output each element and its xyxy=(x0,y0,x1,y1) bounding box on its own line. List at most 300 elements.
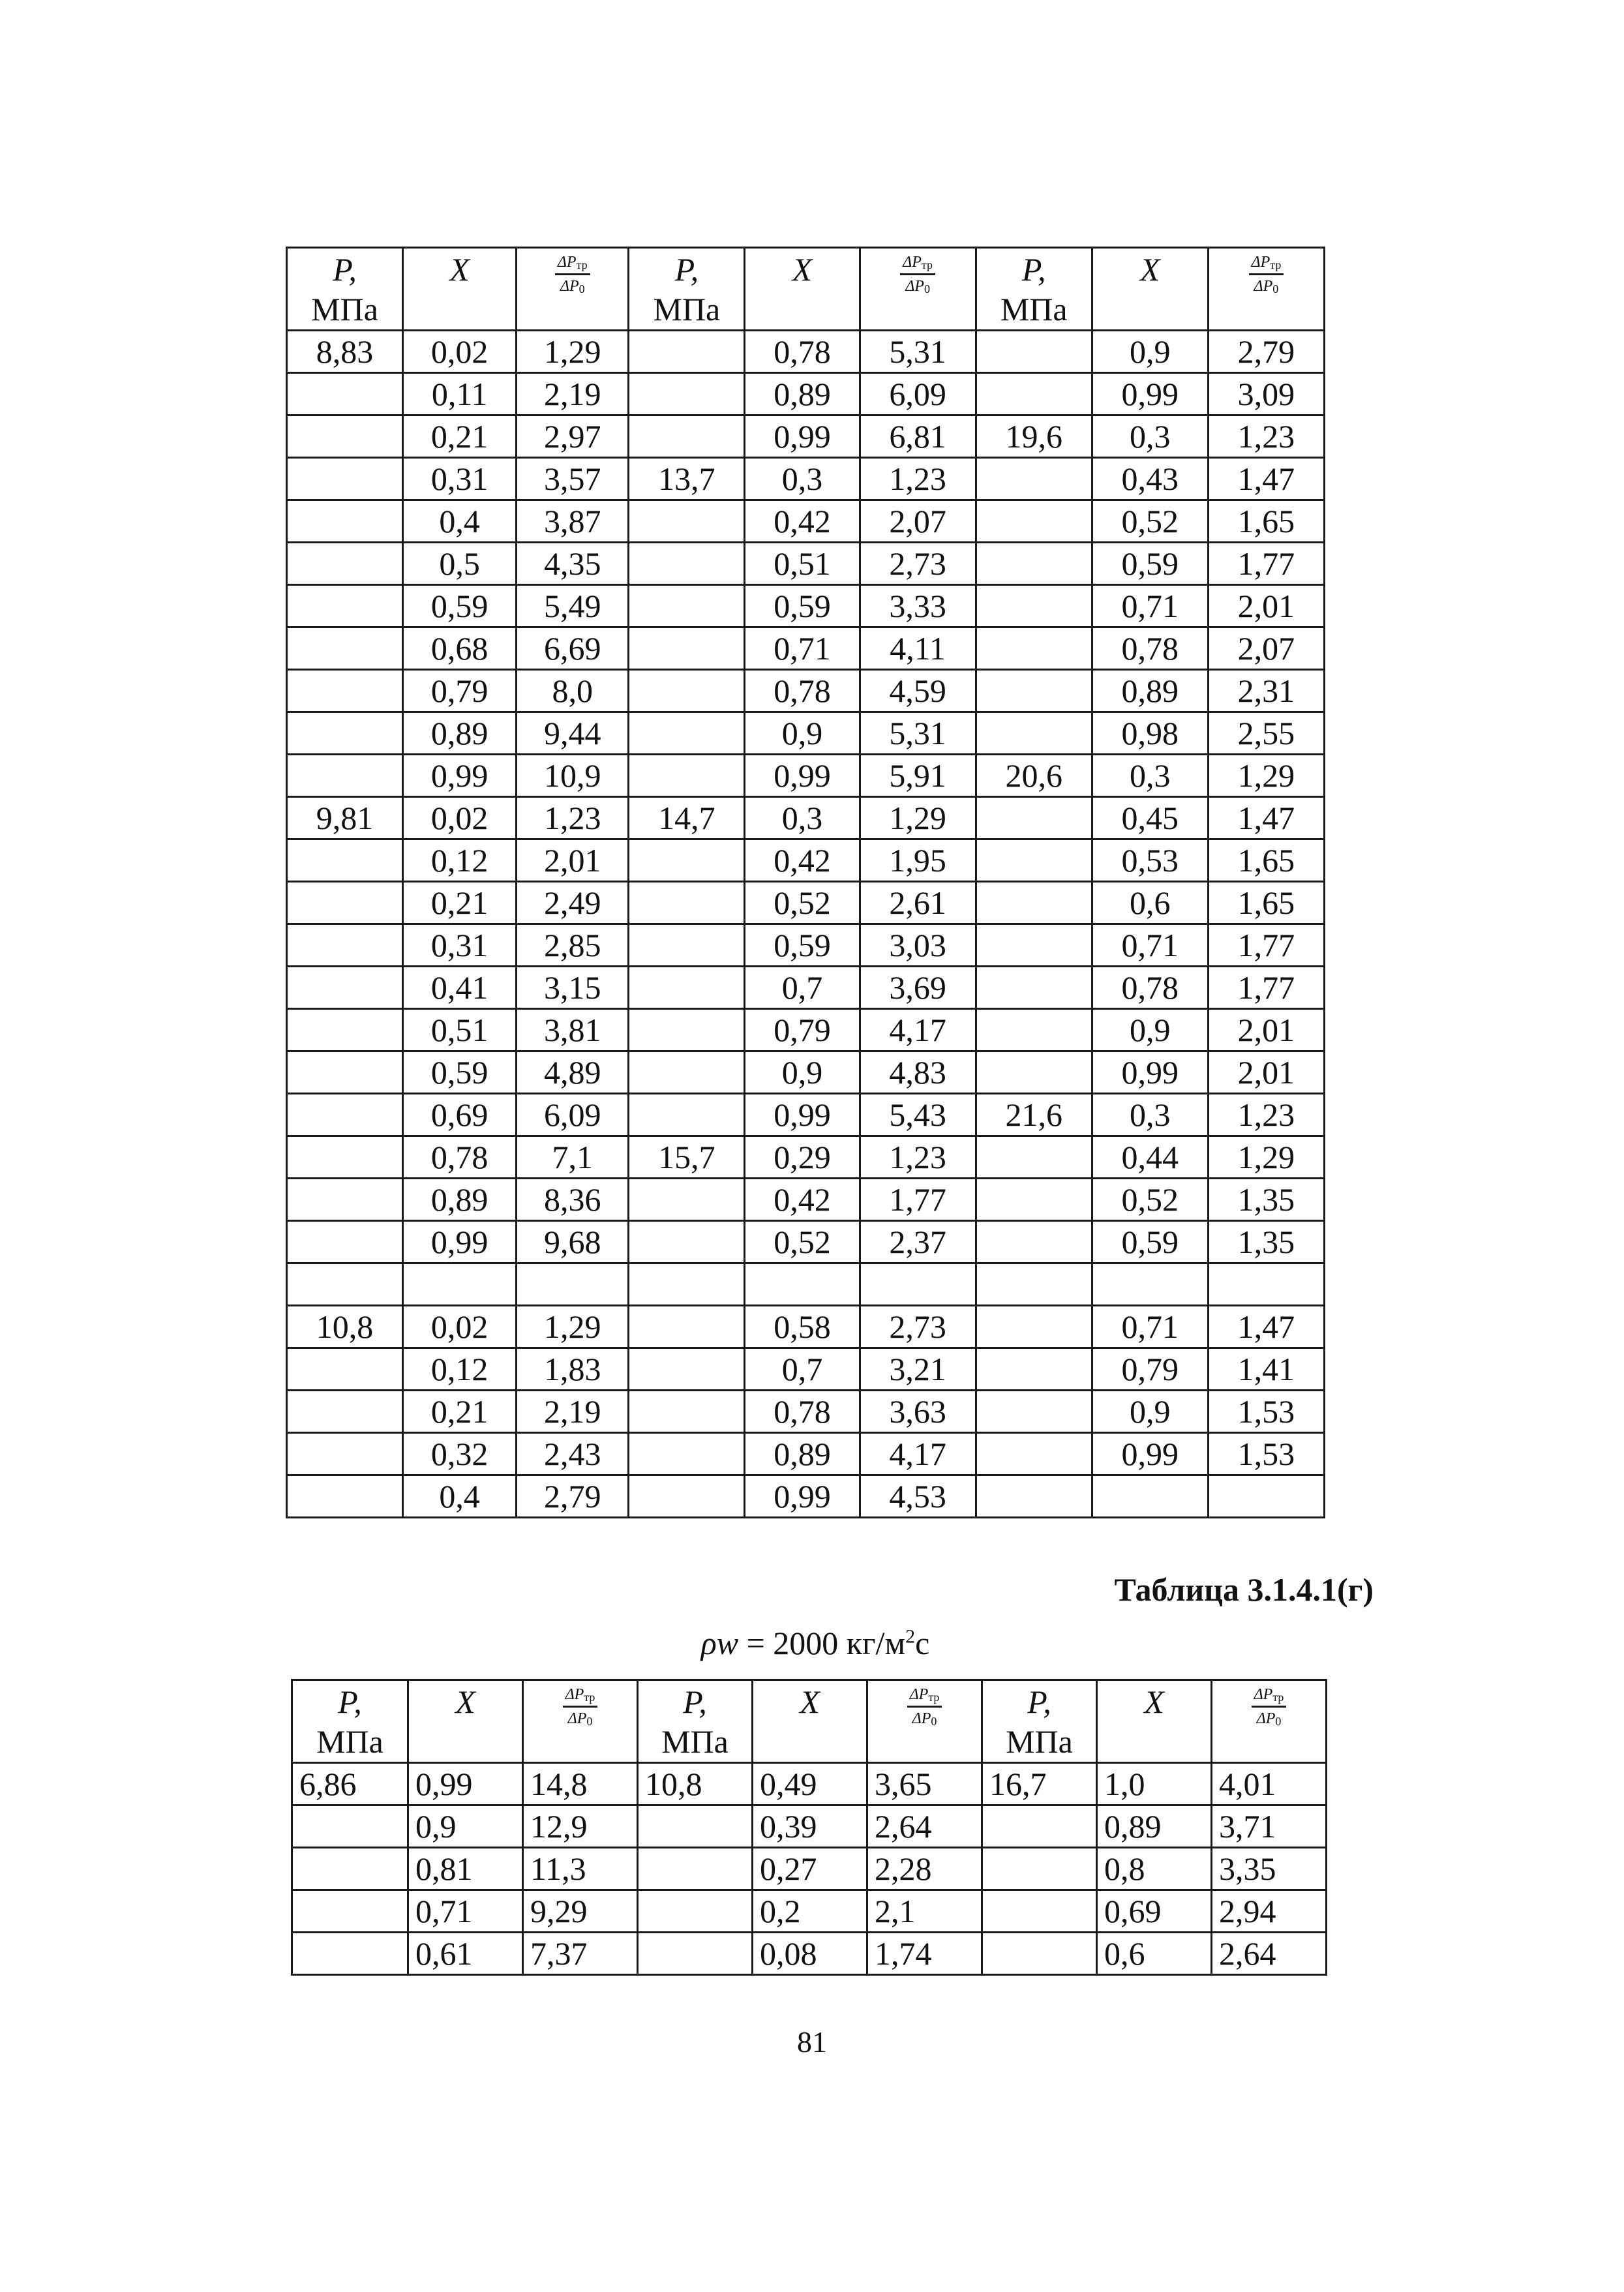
table-cell xyxy=(629,373,745,415)
table-cell xyxy=(1092,1263,1208,1306)
table-cell: 0,59 xyxy=(745,924,860,967)
table-cell xyxy=(287,1391,403,1433)
table-cell xyxy=(976,1009,1092,1051)
table-cell: 0,9 xyxy=(1092,1391,1208,1433)
table-cell: 0,08 xyxy=(753,1933,867,1975)
ratio-fraction: $\frac{\Delta P_{тр}}{\Delta P_0}$ xyxy=(1249,254,1284,295)
table-cell: 2,61 xyxy=(860,882,976,924)
table-cell xyxy=(629,1179,745,1221)
header-ratio xyxy=(523,1680,638,1763)
table-cell: 0,45 xyxy=(1092,797,1208,839)
table-cell: 13,7 xyxy=(629,458,745,500)
table-cell: 0,99 xyxy=(1092,1433,1208,1475)
table-cell xyxy=(976,543,1092,585)
table-cell: 0,02 xyxy=(403,1306,517,1348)
table-cell: 0,71 xyxy=(745,627,860,670)
table-cell: 0,31 xyxy=(403,458,517,500)
table-cell: 1,47 xyxy=(1208,1306,1324,1348)
table-cell: 3,65 xyxy=(867,1763,982,1805)
table-cell: 2,73 xyxy=(860,543,976,585)
table-cell: 1,47 xyxy=(1208,458,1324,500)
table-cell: 1,83 xyxy=(517,1348,629,1391)
table-cell: 2,43 xyxy=(517,1433,629,1475)
table-cell: 1,29 xyxy=(517,331,629,373)
table-cell: 0,78 xyxy=(1092,627,1208,670)
table-cell: 0,81 xyxy=(408,1848,523,1890)
table-cell: 0,31 xyxy=(403,924,517,967)
table-cell: 2,64 xyxy=(1212,1933,1327,1975)
table-cell: 0,78 xyxy=(403,1136,517,1179)
table-cell: 0,3 xyxy=(1092,415,1208,458)
table-cell: 2,49 xyxy=(517,882,629,924)
table-cell: 1,23 xyxy=(517,797,629,839)
table-cell xyxy=(638,1933,753,1975)
table-cell xyxy=(287,882,403,924)
table-cell xyxy=(629,1051,745,1094)
table-cell: 0,99 xyxy=(403,1221,517,1263)
table-cell xyxy=(629,627,745,670)
table-cell: 3,21 xyxy=(860,1348,976,1391)
table-cell xyxy=(287,1475,403,1518)
table-cell xyxy=(638,1805,753,1848)
table-cell xyxy=(976,458,1092,500)
table-row xyxy=(287,1221,1325,1263)
table-cell: 9,44 xyxy=(517,712,629,755)
table-cell: 5,43 xyxy=(860,1094,976,1136)
table-cell: 1,77 xyxy=(860,1179,976,1221)
table-cell: 4,01 xyxy=(1212,1763,1327,1805)
table-cell: 0,6 xyxy=(1097,1933,1212,1975)
table-cell: 19,6 xyxy=(976,415,1092,458)
table-cell: 5,31 xyxy=(860,331,976,373)
table-cell xyxy=(976,882,1092,924)
table-row xyxy=(287,839,1325,882)
table-cell xyxy=(629,712,745,755)
table-cell xyxy=(638,1848,753,1890)
header-quality: X xyxy=(753,1680,867,1763)
table-cell xyxy=(629,1263,745,1306)
table-cell: 1,65 xyxy=(1208,882,1324,924)
table-cell xyxy=(287,1179,403,1221)
table-cell: 6,69 xyxy=(517,627,629,670)
table-cell xyxy=(976,1136,1092,1179)
table-cell xyxy=(287,1009,403,1051)
table-cell: 2,07 xyxy=(1208,627,1324,670)
table-cell xyxy=(629,1094,745,1136)
header-row xyxy=(292,1680,1327,1763)
table-cell: 0,2 xyxy=(753,1890,867,1933)
header-pressure: P, МПа xyxy=(292,1680,408,1763)
table-cell xyxy=(976,967,1092,1009)
table-cell: 2,01 xyxy=(1208,585,1324,627)
table-cell xyxy=(292,1890,408,1933)
table-cell: 1,47 xyxy=(1208,797,1324,839)
table-cell: 0,8 xyxy=(1097,1848,1212,1890)
table-row xyxy=(287,1348,1325,1391)
table-cell xyxy=(287,1221,403,1263)
header-ratio xyxy=(517,248,629,331)
table-cell xyxy=(292,1933,408,1975)
table-cell: 0,3 xyxy=(745,458,860,500)
header-ratio xyxy=(867,1680,982,1763)
table-cell: 2,85 xyxy=(517,924,629,967)
table-cell: 5,49 xyxy=(517,585,629,627)
table-cell xyxy=(976,627,1092,670)
table-cell: 11,3 xyxy=(523,1848,638,1890)
table-cell: 9,29 xyxy=(523,1890,638,1933)
table-cell xyxy=(1092,1475,1208,1518)
table-cell xyxy=(976,1391,1092,1433)
table-cell xyxy=(287,967,403,1009)
header-quality: X xyxy=(408,1680,523,1763)
table-cell: 4,83 xyxy=(860,1051,976,1094)
table-cell xyxy=(629,882,745,924)
table-cell xyxy=(976,331,1092,373)
table-cell: 4,59 xyxy=(860,670,976,712)
table-body xyxy=(287,248,1325,1518)
table-row xyxy=(292,1848,1327,1890)
table-cell xyxy=(1208,1475,1324,1518)
table-cell: 0,99 xyxy=(1092,373,1208,415)
table-cell: 0,89 xyxy=(745,373,860,415)
table-cell: 4,17 xyxy=(860,1433,976,1475)
table-cell: 0,89 xyxy=(403,712,517,755)
table-cell: 0,59 xyxy=(403,1051,517,1094)
table-cell xyxy=(976,839,1092,882)
table-cell: 0,21 xyxy=(403,1391,517,1433)
table-cell xyxy=(629,1475,745,1518)
table-cell: 0,51 xyxy=(403,1009,517,1051)
header-pressure: P, МПа xyxy=(287,248,403,331)
table-cell: 0,7 xyxy=(745,967,860,1009)
table-row xyxy=(292,1805,1327,1848)
table-cell xyxy=(629,839,745,882)
table-cell: 0,78 xyxy=(1092,967,1208,1009)
table-cell: 0,71 xyxy=(408,1890,523,1933)
table-row xyxy=(287,1475,1325,1518)
table-cell: 3,71 xyxy=(1212,1805,1327,1848)
table-cell xyxy=(982,1890,1097,1933)
table-row xyxy=(287,1136,1325,1179)
table-cell: 3,87 xyxy=(517,500,629,543)
ratio-fraction: $\frac{\Delta P_{тр}}{\Delta P_0}$ xyxy=(907,1686,942,1728)
table-cell: 3,57 xyxy=(517,458,629,500)
table-cell: 4,11 xyxy=(860,627,976,670)
table-cell: 8,36 xyxy=(517,1179,629,1221)
table-cell xyxy=(976,1348,1092,1391)
table-cell: 0,44 xyxy=(1092,1136,1208,1179)
table-cell: 1,65 xyxy=(1208,500,1324,543)
table-row xyxy=(287,755,1325,797)
mass-flux-condition: ρw = 2000 $кг/м^2с$ xyxy=(700,1625,930,1661)
table-cell xyxy=(629,1221,745,1263)
table-cell: 0,4 xyxy=(403,500,517,543)
table-row xyxy=(287,458,1325,500)
table-cell: 0,69 xyxy=(403,1094,517,1136)
table-cell: 0,58 xyxy=(745,1306,860,1348)
table-cell: 3,69 xyxy=(860,967,976,1009)
table-cell: 1,77 xyxy=(1208,967,1324,1009)
table-cell: 2,19 xyxy=(517,373,629,415)
table-cell xyxy=(629,1306,745,1348)
table-cell: 4,35 xyxy=(517,543,629,585)
table-cell xyxy=(287,543,403,585)
table-cell: 0,59 xyxy=(1092,543,1208,585)
table-cell: 0,27 xyxy=(753,1848,867,1890)
table-cell xyxy=(976,1263,1092,1306)
table-row xyxy=(287,331,1325,373)
table-cell: 0,53 xyxy=(1092,839,1208,882)
table-cell: 3,15 xyxy=(517,967,629,1009)
table-cell: 3,81 xyxy=(517,1009,629,1051)
table-cell: 0,9 xyxy=(1092,1009,1208,1051)
table-cell: 0,52 xyxy=(1092,500,1208,543)
table-cell: 0,43 xyxy=(1092,458,1208,500)
header-quality: X xyxy=(745,248,860,331)
table-row xyxy=(287,627,1325,670)
table-cell: 0,99 xyxy=(745,755,860,797)
table-cell xyxy=(982,1933,1097,1975)
table-row xyxy=(287,543,1325,585)
table-cell: 16,7 xyxy=(982,1763,1097,1805)
table-cell xyxy=(976,1221,1092,1263)
table-cell xyxy=(976,1433,1092,1475)
table-cell xyxy=(976,670,1092,712)
table-body xyxy=(292,1680,1327,1975)
table-cell: 1,77 xyxy=(1208,543,1324,585)
table-cell: 0,99 xyxy=(403,755,517,797)
table-cell: 1,23 xyxy=(860,1136,976,1179)
table-cell xyxy=(292,1848,408,1890)
table-row xyxy=(287,1391,1325,1433)
table-cell: 0,3 xyxy=(1092,1094,1208,1136)
table-cell xyxy=(287,627,403,670)
table-cell: 0,78 xyxy=(745,331,860,373)
table-cell xyxy=(287,1136,403,1179)
table-row xyxy=(292,1933,1327,1975)
table-cell xyxy=(1208,1263,1324,1306)
table-cell: 1,77 xyxy=(1208,924,1324,967)
table-cell: 2,1 xyxy=(867,1890,982,1933)
table-cell: 0,21 xyxy=(403,882,517,924)
table-cell: 0,4 xyxy=(403,1475,517,1518)
table-cell: 3,35 xyxy=(1212,1848,1327,1890)
table-cell: 21,6 xyxy=(976,1094,1092,1136)
header-pressure: P, МПа xyxy=(976,248,1092,331)
table-cell: 0,52 xyxy=(745,1221,860,1263)
table-cell: 0,49 xyxy=(753,1763,867,1805)
table-cell: 0,78 xyxy=(745,1391,860,1433)
table-cell: 1,53 xyxy=(1208,1391,1324,1433)
table-cell xyxy=(629,924,745,967)
table-row xyxy=(287,500,1325,543)
table-cell: 6,86 xyxy=(292,1763,408,1805)
table-cell xyxy=(287,373,403,415)
table-cell: 1,35 xyxy=(1208,1221,1324,1263)
table-cell: 0,59 xyxy=(403,585,517,627)
header-pressure: P, МПа xyxy=(638,1680,753,1763)
table-cell: 4,89 xyxy=(517,1051,629,1094)
table-cell: 15,7 xyxy=(629,1136,745,1179)
table-cell xyxy=(629,1009,745,1051)
table-cell: 1,95 xyxy=(860,839,976,882)
table-cell xyxy=(976,373,1092,415)
table-cell xyxy=(629,1391,745,1433)
table-cell: 0,99 xyxy=(1092,1051,1208,1094)
table-cell: 0,02 xyxy=(403,797,517,839)
table-cell: 20,6 xyxy=(976,755,1092,797)
table-cell: 2,94 xyxy=(1212,1890,1327,1933)
table-cell xyxy=(629,331,745,373)
header-quality: X xyxy=(1097,1680,1212,1763)
table-cell: 0,98 xyxy=(1092,712,1208,755)
table-cell xyxy=(976,585,1092,627)
table-cell: 1,53 xyxy=(1208,1433,1324,1475)
table-cell: 0,78 xyxy=(745,670,860,712)
header-quality: X xyxy=(1092,248,1208,331)
table-cell: 0,9 xyxy=(745,1051,860,1094)
table-cell xyxy=(287,1094,403,1136)
header-pressure: P, МПа xyxy=(629,248,745,331)
table-cell: 2,01 xyxy=(1208,1051,1324,1094)
table-caption: Таблица 3.1.4.1(г) xyxy=(1114,1571,1374,1608)
table-cell: 0,3 xyxy=(1092,755,1208,797)
table-cell xyxy=(629,585,745,627)
table-cell: 10,9 xyxy=(517,755,629,797)
table-cell: 14,8 xyxy=(523,1763,638,1805)
table-cell xyxy=(976,1051,1092,1094)
table-cell xyxy=(982,1848,1097,1890)
table-cell xyxy=(287,712,403,755)
table-cell: 1,23 xyxy=(1208,415,1324,458)
table-cell: 2,19 xyxy=(517,1391,629,1433)
table-cell xyxy=(976,1306,1092,1348)
table-cell: 2,37 xyxy=(860,1221,976,1263)
table-cell xyxy=(517,1263,629,1306)
table-cell: 3,03 xyxy=(860,924,976,967)
table-row xyxy=(287,1306,1325,1348)
table-cell xyxy=(982,1805,1097,1848)
table-cell: 0,89 xyxy=(403,1179,517,1221)
table-cell xyxy=(287,1263,403,1306)
table-cell: 3,33 xyxy=(860,585,976,627)
table-cell: 5,91 xyxy=(860,755,976,797)
table-cell: 1,0 xyxy=(1097,1763,1212,1805)
table-cell: 0,99 xyxy=(408,1763,523,1805)
table-cell xyxy=(287,415,403,458)
table-cell: 4,17 xyxy=(860,1009,976,1051)
table-cell: 0,52 xyxy=(745,882,860,924)
table-cell xyxy=(287,839,403,882)
table-cell: 6,09 xyxy=(517,1094,629,1136)
table-cell: 0,9 xyxy=(408,1805,523,1848)
table-row xyxy=(287,1433,1325,1475)
table-cell: 0,11 xyxy=(403,373,517,415)
table-cell xyxy=(403,1263,517,1306)
table-cell xyxy=(287,1433,403,1475)
header-ratio xyxy=(1208,248,1324,331)
table-cell: 0,42 xyxy=(745,839,860,882)
table-cell: 0,79 xyxy=(745,1009,860,1051)
table-cell xyxy=(976,1179,1092,1221)
table-cell xyxy=(287,924,403,967)
table-cell: 0,21 xyxy=(403,415,517,458)
table-cell: 2,64 xyxy=(867,1805,982,1848)
table-cell xyxy=(629,670,745,712)
table-row xyxy=(287,585,1325,627)
table-cell: 3,63 xyxy=(860,1391,976,1433)
table-cell: 0,52 xyxy=(1092,1179,1208,1221)
ratio-fraction: $\frac{\Delta P_{тр}}{\Delta P_0}$ xyxy=(1252,1686,1287,1728)
table-cell: 0,99 xyxy=(745,415,860,458)
table-row xyxy=(287,1179,1325,1221)
table-row xyxy=(287,882,1325,924)
header-row xyxy=(287,248,1325,331)
page-number: 81 xyxy=(797,2025,827,2058)
table-cell: 0,99 xyxy=(745,1094,860,1136)
table-cell: 2,01 xyxy=(1208,1009,1324,1051)
table-cell: 8,83 xyxy=(287,331,403,373)
table-cell: 8,0 xyxy=(517,670,629,712)
table-cell xyxy=(292,1805,408,1848)
table-cell: 0,3 xyxy=(745,797,860,839)
header-ratio xyxy=(1212,1680,1327,1763)
table-row xyxy=(287,712,1325,755)
table-cell: 0,42 xyxy=(745,500,860,543)
table-cell: 0,71 xyxy=(1092,1306,1208,1348)
table-cell xyxy=(976,500,1092,543)
table-cell: 0,12 xyxy=(403,1348,517,1391)
table-cell: 2,07 xyxy=(860,500,976,543)
table-cell: 0,89 xyxy=(1097,1805,1212,1848)
table-row xyxy=(287,1009,1325,1051)
table-cell: 7,1 xyxy=(517,1136,629,1179)
table-cell: 0,9 xyxy=(1092,331,1208,373)
table-cell: 0,32 xyxy=(403,1433,517,1475)
table-cell: 0,12 xyxy=(403,839,517,882)
table-cell xyxy=(287,458,403,500)
table-cell xyxy=(976,797,1092,839)
table-cell xyxy=(287,585,403,627)
table-row xyxy=(287,1263,1325,1306)
table-cell: 12,9 xyxy=(523,1805,638,1848)
table-cell: 7,37 xyxy=(523,1933,638,1975)
table-cell: 6,81 xyxy=(860,415,976,458)
table-cell: 0,79 xyxy=(1092,1348,1208,1391)
table-cell xyxy=(629,755,745,797)
table-cell: 2,31 xyxy=(1208,670,1324,712)
table-cell: 1,35 xyxy=(1208,1179,1324,1221)
table-cell: 0,89 xyxy=(1092,670,1208,712)
table-cell: 1,65 xyxy=(1208,839,1324,882)
table-cell: 2,55 xyxy=(1208,712,1324,755)
table-cell: 0,51 xyxy=(745,543,860,585)
table-row xyxy=(287,797,1325,839)
table-cell: 1,74 xyxy=(867,1933,982,1975)
table-cell: 9,68 xyxy=(517,1221,629,1263)
table-cell xyxy=(629,1348,745,1391)
table-cell: 0,29 xyxy=(745,1136,860,1179)
table-cell xyxy=(287,500,403,543)
table-cell: 0,41 xyxy=(403,967,517,1009)
table-cell: 0,39 xyxy=(753,1805,867,1848)
ratio-fraction: $\frac{\Delta P_{тр}}{\Delta P_0}$ xyxy=(555,254,590,295)
table-cell: 0,02 xyxy=(403,331,517,373)
table-row xyxy=(287,924,1325,967)
table-cell: 0,42 xyxy=(745,1179,860,1221)
table-row xyxy=(287,373,1325,415)
table-cell: 10,8 xyxy=(287,1306,403,1348)
